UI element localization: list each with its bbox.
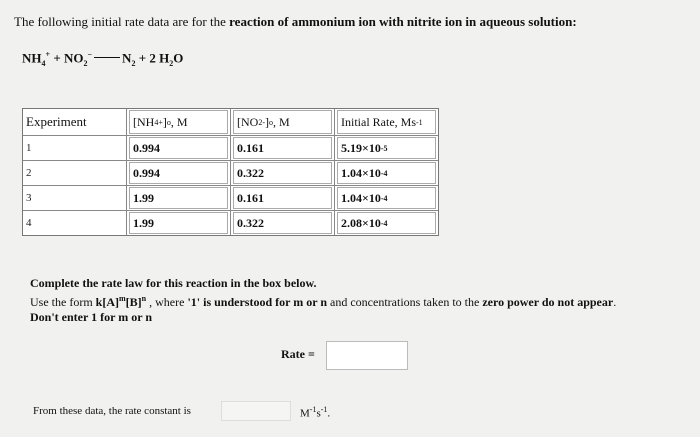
exp-number: 3 — [26, 192, 32, 204]
table-header-row — [23, 109, 438, 136]
eq-o: O — [173, 50, 184, 66]
exp-number: 2 — [26, 167, 32, 179]
exp-number: 4 — [26, 217, 32, 229]
eq-nh: NH — [22, 50, 42, 66]
header-no2: [NO 2 - ] o , M — [231, 109, 335, 136]
eq-sub4: 4 — [41, 58, 46, 68]
rate-value: 2.08×10 -4 — [337, 212, 436, 234]
no2-value: 0.161 — [233, 187, 332, 209]
instructions-line3: Don't enter 1 for m or n — [30, 310, 152, 324]
header-experiment: Experiment — [23, 109, 127, 136]
rate-constant-label: From these data, the rate constant is — [33, 405, 191, 417]
intro-prefix: The following initial rate data are for the — [14, 14, 230, 29]
eq-sub2: 2 — [83, 58, 88, 68]
nh4-value: 1.99 — [129, 212, 228, 234]
eq-h: + 2 H — [135, 50, 170, 66]
exp-number: 1 — [26, 142, 32, 154]
reaction-arrow-icon — [94, 57, 120, 58]
eq-sub-h2: 2 — [169, 58, 174, 68]
rate-value: 5.19×10 -5 — [337, 137, 436, 159]
rate-label: Rate = — [281, 347, 315, 361]
instructions — [30, 276, 616, 325]
eq-sub-n2: 2 — [131, 58, 136, 68]
eq-minus-charge: − — [87, 50, 93, 59]
intro-bold: reaction of ammonium ion with nitrite ion in aqueous solution: — [229, 14, 577, 29]
table-row — [23, 136, 438, 161]
rate-value: 1.04×10 -4 — [337, 187, 436, 209]
eq-plus-charge: + — [45, 50, 51, 59]
rate-constant-input[interactable] — [221, 401, 291, 421]
rate-constant-unit: $M^{-1}s^{-1}$. — [300, 405, 331, 420]
no2-value: 0.322 — [233, 162, 332, 184]
header-nh4: [NH 4 + ] o , M — [127, 109, 231, 136]
instructions-line2: Use the form $k[A]^m[B]^n$ , where '1' is understood for m or n and concentrations taken to the zero power do not appear. — [30, 294, 617, 309]
rate-value: 1.04×10 -4 — [337, 162, 436, 184]
table-row — [23, 211, 438, 235]
header-rate: Initial Rate, Ms -1 — [335, 109, 438, 136]
no2-value: 0.161 — [233, 137, 332, 159]
instructions-line1: Complete the rate law for this reaction in the box below. — [30, 276, 317, 290]
rate-law-input[interactable] — [326, 341, 408, 370]
table-row — [23, 186, 438, 211]
no2-value: 0.322 — [233, 212, 332, 234]
rate-data-table — [22, 108, 439, 236]
reaction-equation — [22, 50, 183, 68]
nh4-value: 1.99 — [129, 187, 228, 209]
nh4-value: 0.994 — [129, 137, 228, 159]
intro-text — [14, 14, 577, 30]
nh4-value: 0.994 — [129, 162, 228, 184]
table-row — [23, 161, 438, 186]
eq-no: + NO — [50, 50, 84, 66]
eq-n: N — [122, 50, 132, 66]
